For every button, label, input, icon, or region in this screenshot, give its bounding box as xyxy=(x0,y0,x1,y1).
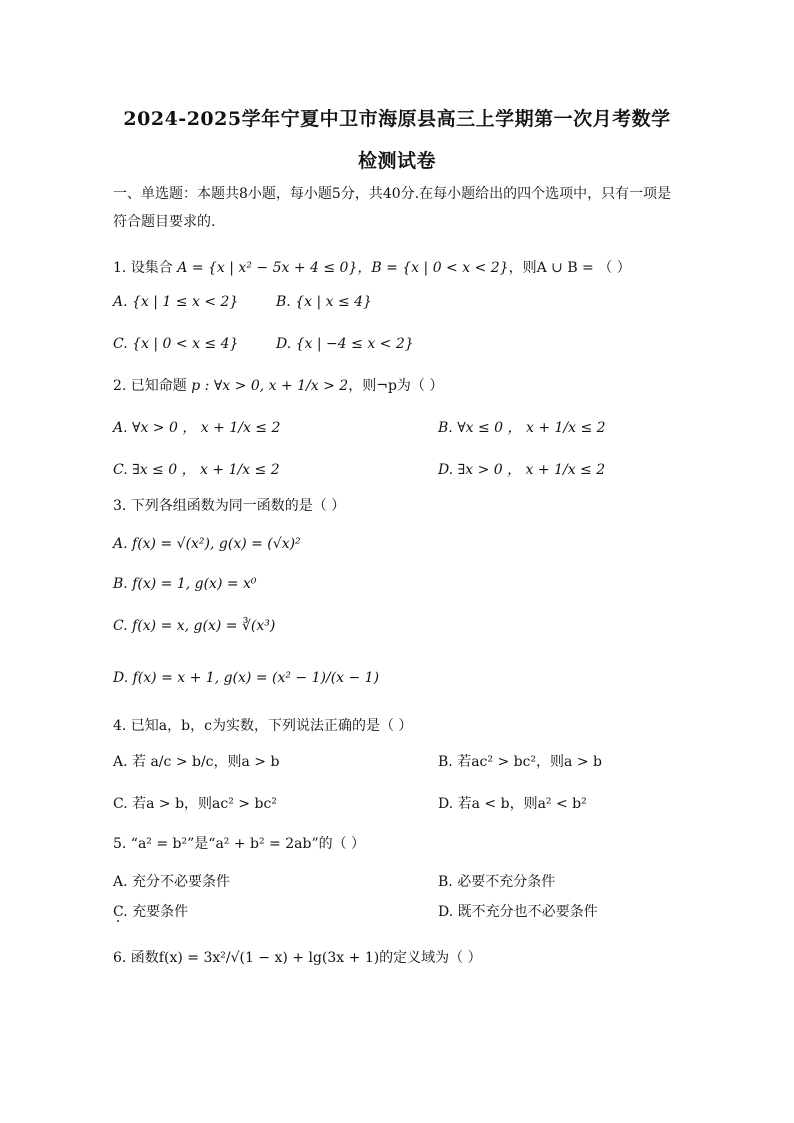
q5-option-c: C. 充要条件 xyxy=(113,904,189,920)
q1-set-sep: ， xyxy=(357,260,372,276)
q3-option-b: B. f(x) = 1, g(x) = x⁰ xyxy=(113,576,257,592)
q2-stem-suffix: ，则¬p为（ ） xyxy=(348,378,444,394)
q5-option-a: A. 充分不必要条件 xyxy=(113,874,231,890)
q4-option-c: C. 若a > b，则ac² > bc² xyxy=(113,796,277,812)
question-3-stem: 3. 下列各组函数为同一函数的是（ ） xyxy=(113,498,346,514)
question-1-stem xyxy=(113,258,631,278)
q1-option-d: D. {x | −4 ≤ x < 2} xyxy=(276,336,414,352)
q4-option-d: D. 若a < b，则a² < b² xyxy=(438,796,587,812)
q1-option-b: B. {x | x ≤ 4} xyxy=(276,294,372,310)
question-4-stem: 4. 已知a，b，c为实数，下列说法正确的是（ ） xyxy=(113,718,413,734)
q2-option-c: C. ∃x ≤ 0 ， x + 1/x ≤ 2 xyxy=(113,462,280,478)
section-heading-line2: 符合题目要求的. xyxy=(113,214,216,230)
question-6-stem: 6. 函数f(x) = 3x²/√(1 − x) + lg(3x + 1)的定义域为（ ） xyxy=(113,950,482,966)
exam-title-line1: 2024-2025学年宁夏中卫市海原县高三上学期第一次月考数学 xyxy=(123,108,671,130)
q4-option-b: B. 若ac² > bc²，则a > b xyxy=(438,754,602,770)
q2-stem-prefix: 2. 已知命题 xyxy=(113,378,187,394)
section-heading-line1: 一、单选题：本题共8小题，每小题5分，共40分.在每小题给出的四个选项中，只有一项是 xyxy=(113,186,672,202)
q2-option-d: D. ∃x > 0 ， x + 1/x ≤ 2 xyxy=(438,462,606,478)
q1-set-b: B = {x | 0 < x < 2} xyxy=(371,260,509,276)
q3-option-c: C. f(x) = x, g(x) = ∛(x³) xyxy=(113,618,276,634)
q3-option-a: A. f(x) = √(x²), g(x) = (√x)² xyxy=(113,536,301,552)
q5-option-b: B. 必要不充分条件 xyxy=(438,874,556,890)
q3-option-d: D. f(x) = x + 1, g(x) = (x² − 1)/(x − 1) xyxy=(113,670,380,686)
q1-stem-suffix: ，则A ∪ B = （ ） xyxy=(508,260,631,276)
q2-option-b: B. ∀x ≤ 0 ， x + 1/x ≤ 2 xyxy=(438,420,606,436)
q1-option-a: A. {x | 1 ≤ x < 2} xyxy=(113,294,239,310)
q2-option-a: A. ∀x > 0 ， x + 1/x ≤ 2 xyxy=(113,420,281,436)
q5-option-d: D. 既不充分也不必要条件 xyxy=(438,904,598,920)
q2-stem-math: p : ∀x > 0, x + 1/x > 2 xyxy=(191,378,349,394)
q4-option-a: A. 若 a/c > b/c，则a > b xyxy=(113,754,280,770)
q1-set-a: A = {x | x² − 5x + 4 ≤ 0} xyxy=(177,260,358,276)
question-5-stem: 5. “a² = b²”是“a² + b² = 2ab”的（ ） xyxy=(113,836,366,852)
q1-stem-prefix: 1. 设集合 xyxy=(113,260,173,276)
exam-title-line2: 检测试卷 xyxy=(357,150,436,172)
question-2-stem xyxy=(113,376,443,396)
stray-dot xyxy=(117,920,119,922)
q1-option-c: C. {x | 0 < x ≤ 4} xyxy=(113,336,239,352)
